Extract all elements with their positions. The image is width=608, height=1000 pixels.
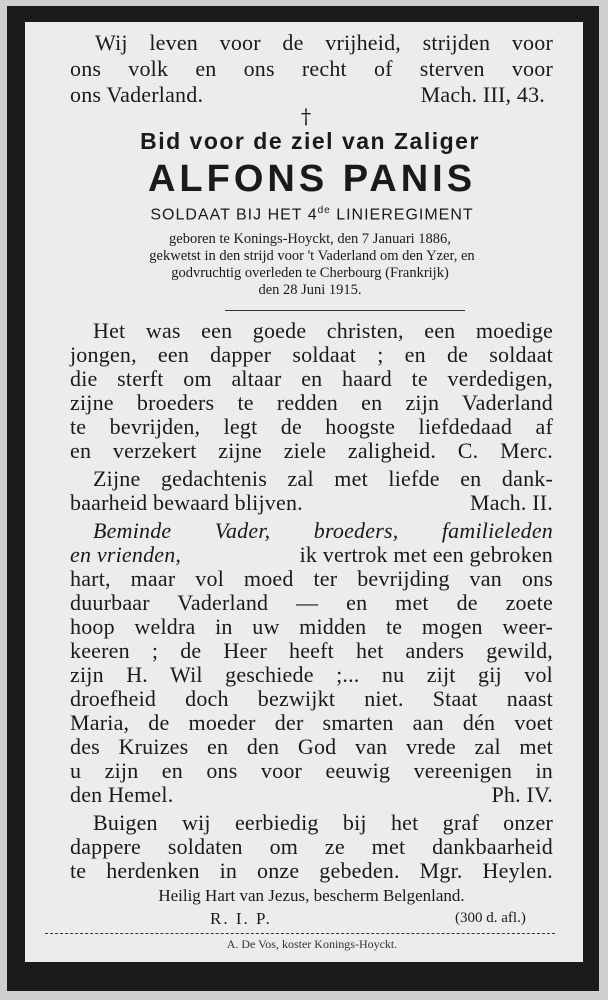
paragraph3-line-3: hart, maar vol moed ter bevrijding van ons xyxy=(70,566,553,591)
paragraph4-line-3: te herdenken in onze gebeden. Mgr. Heylen. xyxy=(70,858,553,883)
paragraph3-line-10: des Kruizes en den God van vrede zal met xyxy=(70,734,553,759)
rank-superscript: de xyxy=(317,205,331,216)
paragraph4-line-1: Buigen wij eerbiedig bij het graf onzer xyxy=(93,810,553,835)
epigraph-line-1 xyxy=(95,30,553,56)
bio-line-4: den 28 Juni 1915. xyxy=(258,282,362,298)
bio-line-3: godvruchtig overleden te Cherbourg (Frankrijk) xyxy=(171,265,449,281)
paragraph3-line-5: hoop weldra in uw midden te mogen weer- xyxy=(70,614,553,639)
paragraph3-line-8: droefheid doch bezwijkt niet. Staat naast xyxy=(70,686,553,711)
memorial-card xyxy=(25,22,583,962)
paragraph1-line-6: en verzekert zijne ziele zaligheid. C. Merc. xyxy=(70,438,553,463)
paragraph3-line-11: u zijn en ons voor eeuwig vereenigen in xyxy=(70,758,553,783)
epigraph-reference: Mach. III, 43. xyxy=(420,82,545,107)
paragraph3-line2-rest: ik vertrok met een gebroken xyxy=(299,542,553,567)
paragraph3-line-1: Beminde Vader, broeders, familieleden xyxy=(93,518,553,543)
paragraph3-line-6: keeren ; de Heer heeft het anders gewild, xyxy=(70,638,553,663)
rank-text: SOLDAAT BIJ HET 4 xyxy=(150,206,318,224)
bio-line-2: gekwetst in den strijd voor 't Vaderland om den Yzer, en xyxy=(149,248,475,264)
paragraph2-text: baarheid bewaard blijven. xyxy=(70,490,303,515)
paragraph3-line-9: Maria, de moeder der smarten aan dén voet xyxy=(70,710,553,735)
paragraph1-line-5: te bevrijden, legt de hoogste liefdedaad af xyxy=(70,414,553,439)
paragraph4-line-2: dappere soldaten om ze met dankbaarheid xyxy=(70,834,553,859)
divider-top xyxy=(225,310,465,311)
rank-line xyxy=(70,205,554,224)
rank-regiment: LINIEREGIMENT xyxy=(330,206,474,224)
paragraph3-reference: Ph. IV. xyxy=(491,782,553,807)
paragraph2-line-2 xyxy=(70,490,553,516)
prayer-heading: Bid voor de ziel van Zaliger xyxy=(140,128,480,154)
paragraph3-line-12 xyxy=(70,782,553,808)
cross-icon: † xyxy=(301,104,311,128)
paragraph2-reference: Mach. II. xyxy=(469,490,553,515)
rip: R. I. P. xyxy=(210,909,272,928)
paragraph2-line-1: Zijne gedachtenis zal met liefde en dank- xyxy=(93,466,553,491)
epigraph-text-1: Wij leven voor de vrijheid, strijden voor xyxy=(95,30,553,55)
epigraph-text-2: ons volk en ons recht of sterven voor xyxy=(70,56,553,81)
bio-line-1: geboren te Konings-Hoyckt, den 7 Januari 1886, xyxy=(169,231,451,247)
paragraph1-line-4: zijne broeders te redden en zijn Vaderland xyxy=(70,390,553,415)
paragraph1-line-2: jongen, een dapper soldaat ; en de soldaat xyxy=(70,342,553,367)
epigraph-line-2 xyxy=(70,56,553,82)
epigraph-text-3: ons Vaderland. xyxy=(70,82,204,107)
divider-bottom xyxy=(45,933,555,935)
paragraph3-line-2 xyxy=(70,542,553,568)
indulgence: (300 d. afl.) xyxy=(455,910,526,926)
paragraph3-closing: den Hemel. xyxy=(70,782,174,807)
paragraph3-line-7: zijn H. Wil geschiede ;... nu zijt gij vol xyxy=(70,662,553,687)
invocation: Heilig Hart van Jezus, bescherm Belgenland. xyxy=(158,886,465,905)
deceased-name: ALFONS PANIS xyxy=(147,158,477,200)
paragraph3-address: en vrienden, xyxy=(70,542,182,567)
paragraph3-line-4: duurbaar Vaderland — en met de zoete xyxy=(70,590,553,615)
printer-credit: A. De Vos, koster Konings-Hoyckt. xyxy=(226,937,398,951)
paragraph1-line-3: die sterft om altaar en haard te verdedigen, xyxy=(70,366,553,391)
paragraph1-line-1: Het was een goede christen, een moedige xyxy=(93,318,553,343)
